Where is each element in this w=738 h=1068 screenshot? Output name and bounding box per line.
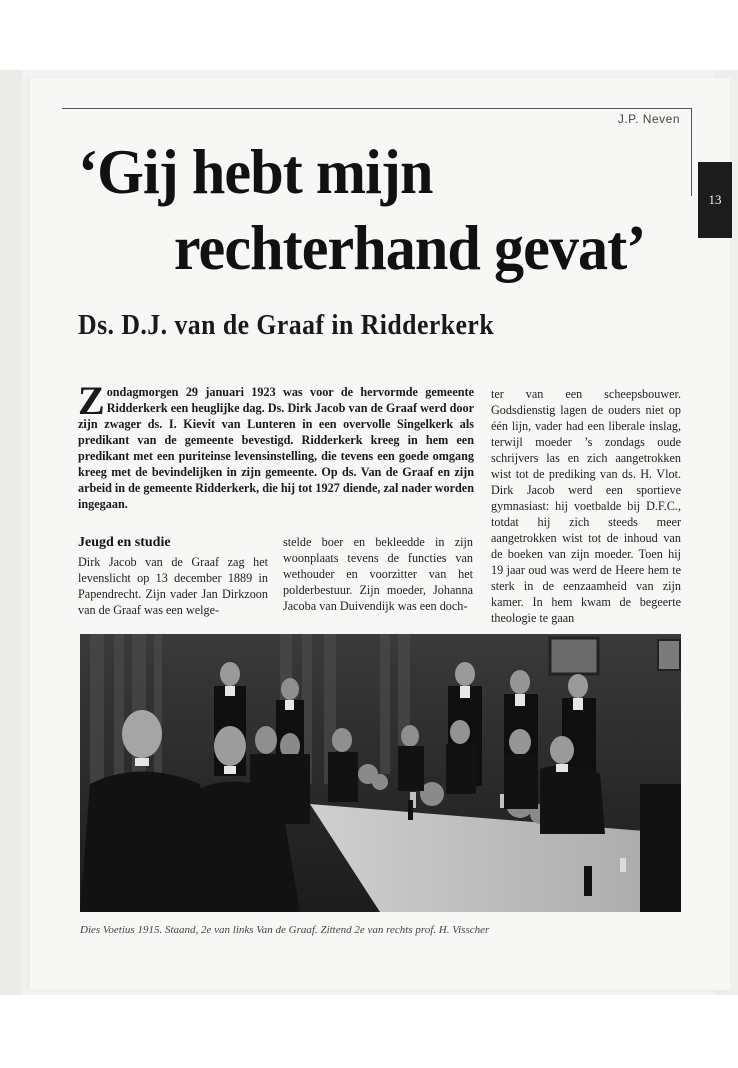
- text-column-1: [78, 534, 268, 618]
- photo-caption: Dies Voetius 1915. Staand, 2e van links Van de Graaf. Zittend 2e van rechts prof. H. Visscher: [80, 924, 490, 936]
- section-heading: Jeugd en studie: [78, 535, 171, 550]
- group-dinner-photo-illustration: [80, 634, 681, 912]
- top-rule: [62, 108, 692, 109]
- facing-page-edge: [0, 70, 22, 995]
- title-line-2: rechterhand gevat’: [173, 212, 646, 283]
- text-column-2: [283, 534, 473, 614]
- historic-photo: [80, 634, 681, 912]
- text-column-3: [491, 386, 681, 626]
- title-line-1: ‘Gij hebt mijn: [78, 136, 433, 207]
- author-name: J.P. Neven: [617, 112, 680, 126]
- section-tab-number: 13: [708, 192, 722, 207]
- column-2-text: stelde boer en bekleedde in zijn woonplaats tevens de functies van wethouder en voorzitter van het polderbestuur. Zijn moeder, Johanna Jacoba van Duivendijk was een doch-: [283, 535, 473, 613]
- article-title: [78, 134, 661, 286]
- intro-text: ondagmorgen 29 januari 1923 was voor de hervormde gemeente Ridderkerk een heuglijke dag. Ds. Dirk Jacob van de Graaf werd door zijn zwager ds. I. Kievit van Lunteren in een overvolle Singelkerk als predikant van de gemeente bevestigd. Ridderkerk kreeg in hem een predikant met een puriteinse levensinstelling, die tevens een goede omgang kreeg met de bevindelijken in zijn gemeente. Op ds. Van de Graaf en zijn arbeid in de gemeente Ridderkerk, die hij tot 1927 diende, zal nader worden ingegaan.: [78, 385, 474, 511]
- article-subtitle: Ds. D.J. van de Graaf in Ridderkerk: [78, 310, 495, 341]
- column-1-text: Dirk Jacob van de Graaf zag het levenslicht op 13 december 1889 in Papendrecht. Zijn vader Jan Dirkzoon van de Graaf was een welge-: [78, 555, 268, 617]
- column-3-text: ter van een scheepsbouwer. Godsdienstig lagen de ouders niet op één lijn, vader had een liberale inslag, terwijl moeder ’s zondags oude schrijvers las en zich aangetrokken wist tot de prediking van ds. H. Vlot. Dirk Jacob werd een sportieve gymnasiast: hij voetbalde bij D.F.C., totdat hij zich steeds meer aangetrokken wist tot de inhoud van de boeken van zijn moeder. Toen hij 19 jaar oud was werd de Heere hem te sterk in de eenzaamheid van zijn kamer. In hem kwam de begeerte theologie te gaan: [491, 387, 681, 625]
- intro-paragraph: [78, 378, 474, 512]
- section-tab: [698, 162, 732, 238]
- right-rule: [691, 108, 692, 196]
- drop-cap: Z: [78, 378, 105, 423]
